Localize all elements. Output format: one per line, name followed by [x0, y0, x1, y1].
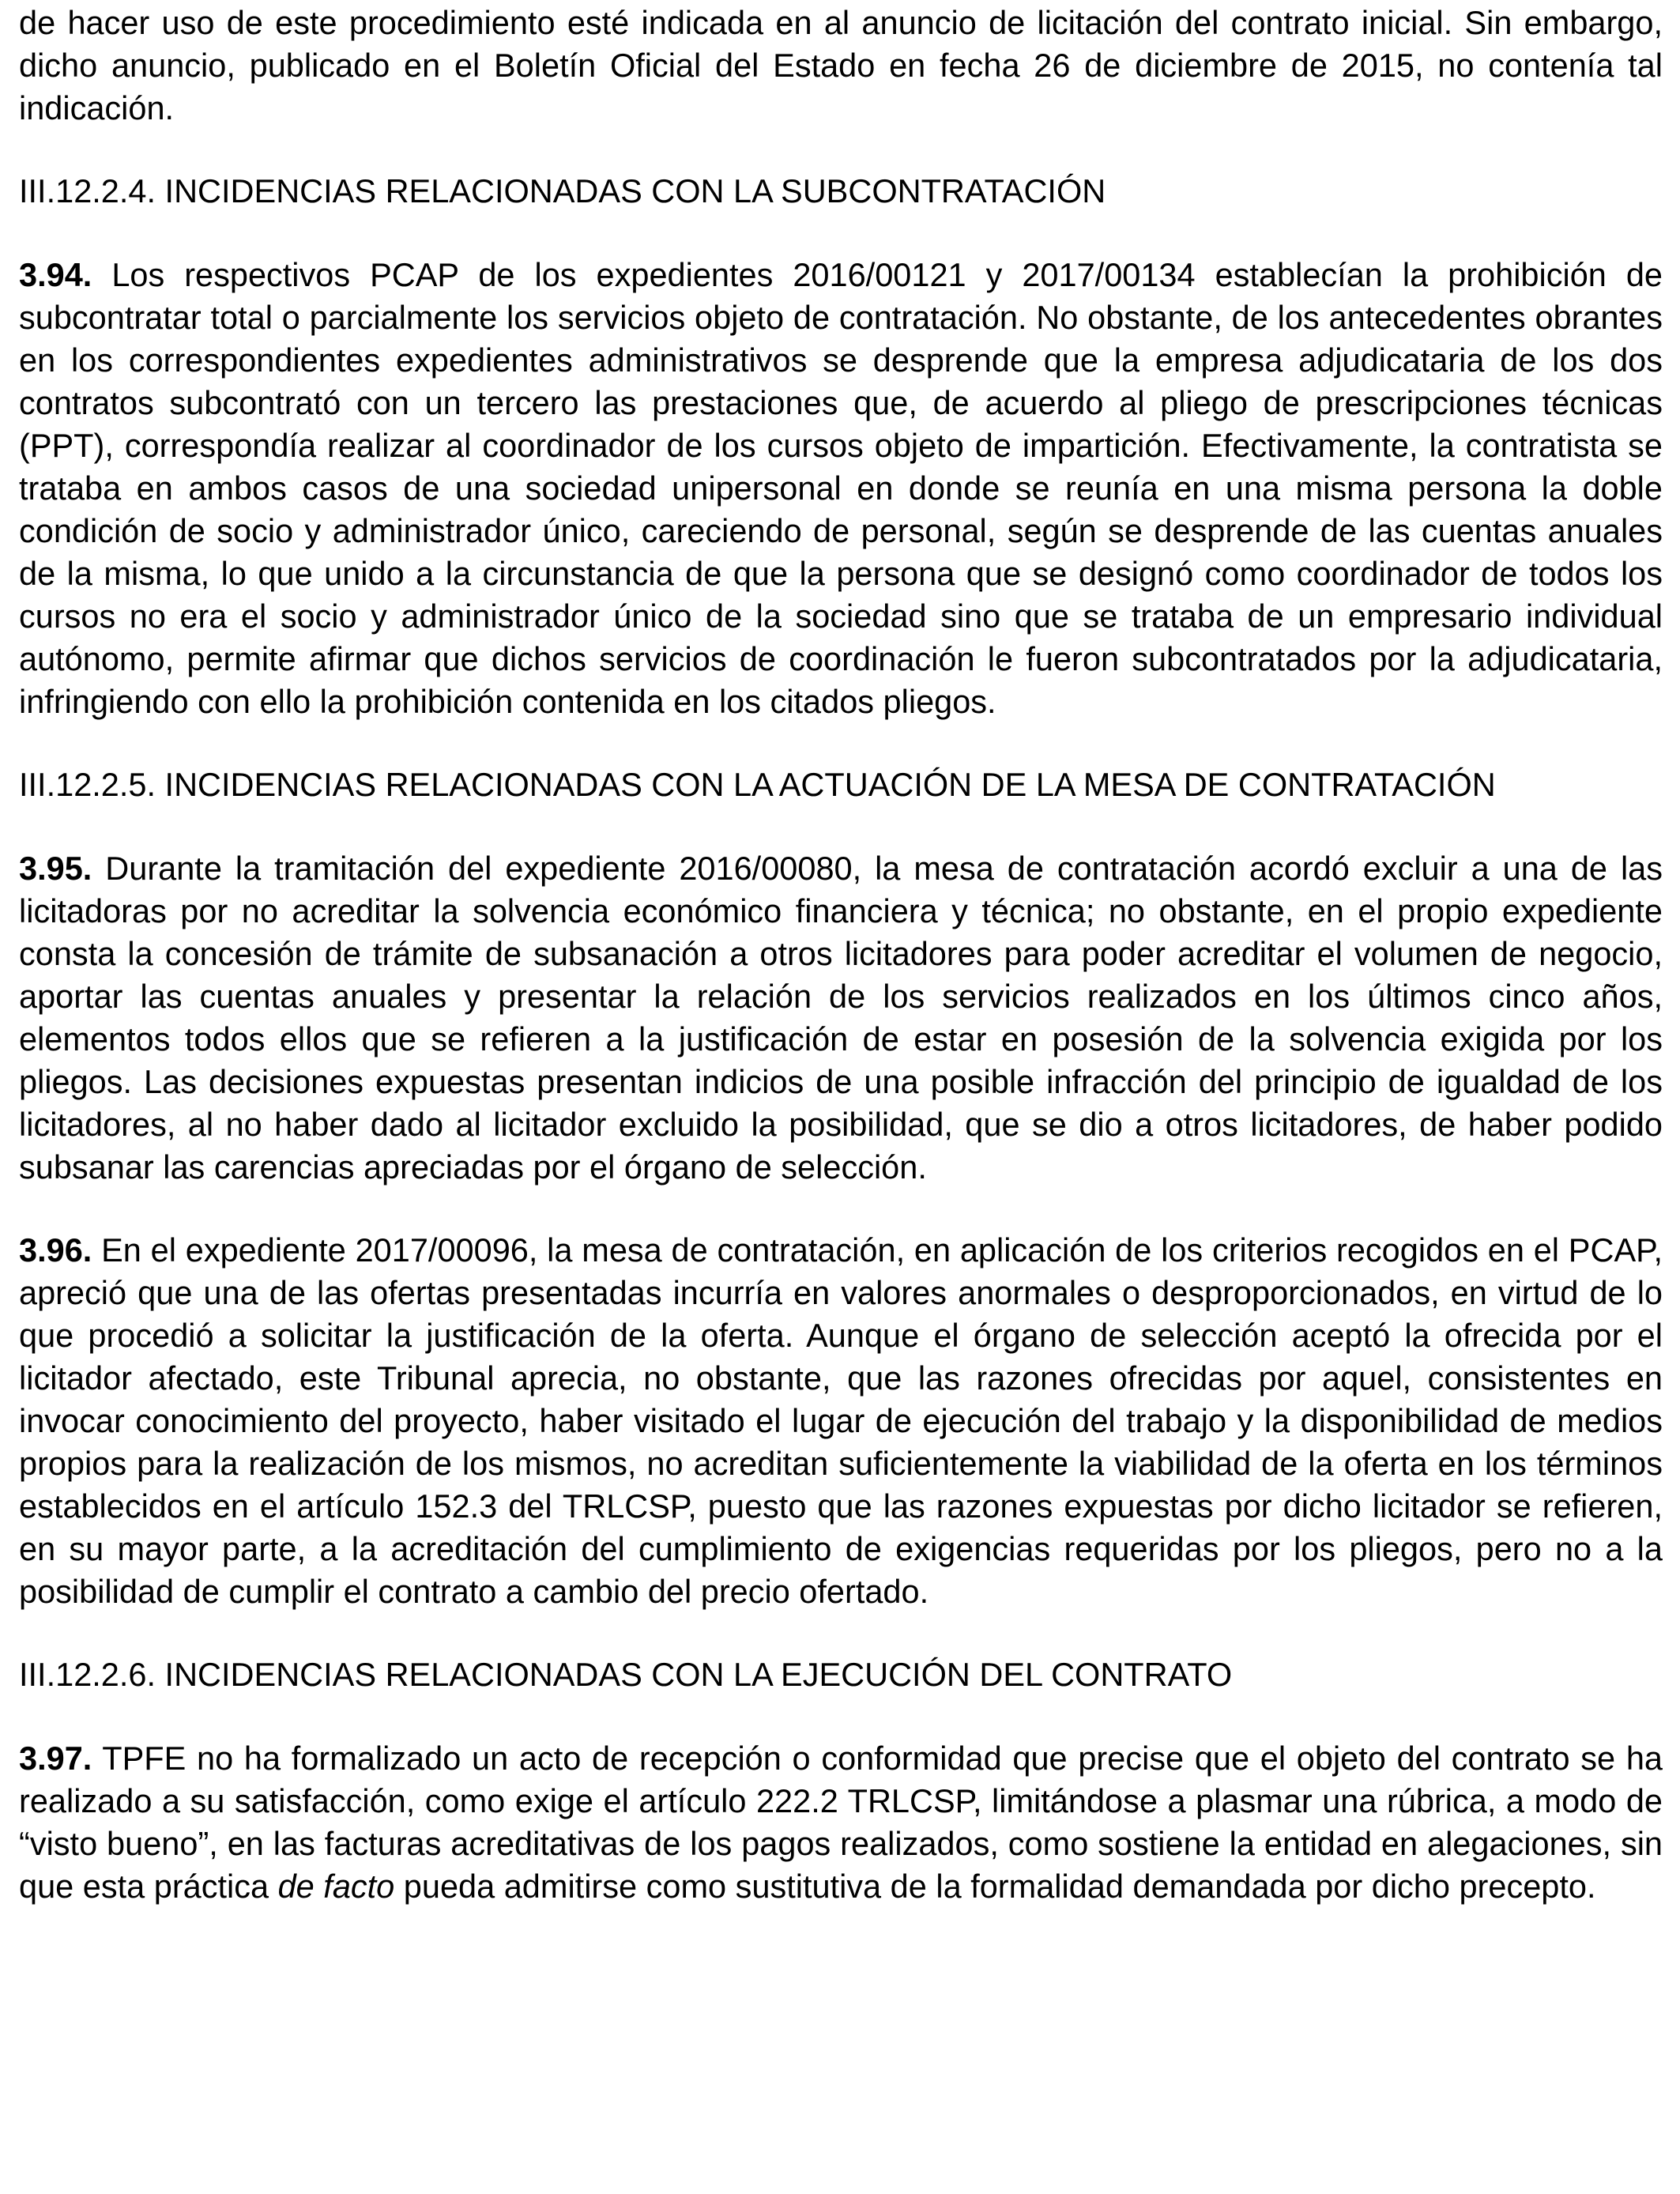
section-heading-subcontratacion: III.12.2.4. INCIDENCIAS RELACIONADAS CON LA SUBCONTRATACIÓN [19, 172, 1106, 209]
paragraph-text-end: pueda admitirse como sustitutiva de la formalidad demandada por dicho precepto. [403, 1868, 1596, 1905]
paragraph-number: 3.97. [19, 1740, 92, 1777]
paragraph-italic-phrase: de facto [277, 1868, 395, 1905]
intro-paragraph: de hacer uso de este procedimiento esté indicada en al anuncio de licitación del contrato inicial. Sin embargo, dicho anuncio, publicado en el Boletín Oficial del Estado en fecha 26 de diciembre de 2015, no contenía tal indicación. [19, 4, 1663, 126]
paragraph-3-96 [19, 1229, 1663, 1613]
paragraph-number: 3.96. [19, 1231, 92, 1269]
paragraph-text-start: TPFE no ha formalizado un acto de recepción o conformidad que precise que el objeto del contrato se ha realizado a su satisfacción, como exige el artículo 222.2 TRLCSP, limitándose a plasmar una rúbrica, a modo de “visto bueno”, en las facturas acreditativas de los pagos realizados, como sostiene la entidad en alegaciones, sin que esta práctica [19, 1740, 1663, 1905]
paragraph-3-97 [19, 1737, 1663, 1908]
paragraph-number: 3.94. [19, 256, 92, 293]
paragraph-number: 3.95. [19, 850, 92, 887]
paragraph-3-95 [19, 847, 1663, 1189]
section-heading-mesa-contratacion: III.12.2.5. INCIDENCIAS RELACIONADAS CON LA ACTUACIÓN DE LA MESA DE CONTRATACIÓN [19, 766, 1496, 803]
paragraph-text: En el expediente 2017/00096, la mesa de contratación, en aplicación de los criterios recogidos en el PCAP, apreció que una de las ofertas presentadas incurría en valores anormales o desproporcionados, en virtud de lo que procedió a solicitar la justificación de la oferta. Aunque el órgano de selección aceptó la ofrecida por el licitador afectado, este Tribunal aprecia, no obstante, que las razones ofrecidas por aquel, consistentes en invocar conocimiento del proyecto, haber visitado el lugar de ejecución del trabajo y la disponibilidad de medios propios para la realización de los mismos, no acreditan suficientemente la viabilidad de la oferta en los términos establecidos en el artículo 152.3 del TRLCSP, puesto que las razones expuestas por dicho licitador se refieren, en su mayor parte, a la acreditación del cumplimiento de exigencias requeridas por los pliegos, pero no a la posibilidad de cumplir el contrato a cambio del precio ofertado. [19, 1231, 1663, 1610]
document-page [19, 2, 1663, 1908]
section-heading-ejecucion-contrato: III.12.2.6. INCIDENCIAS RELACIONADAS CON LA EJECUCIÓN DEL CONTRATO [19, 1656, 1233, 1693]
paragraph-3-94 [19, 254, 1663, 723]
paragraph-text: Durante la tramitación del expediente 2016/00080, la mesa de contratación acordó excluir a una de las licitadoras por no acreditar la solvencia económico financiera y técnica; no obstante, en el propio expediente consta la concesión de trámite de subsanación a otros licitadores para poder acreditar el volumen de negocio, aportar las cuentas anuales y presentar la relación de los servicios realizados en los últimos cinco años, elementos todos ellos que se refieren a la justificación de estar en posesión de la solvencia exigida por los pliegos. Las decisiones expuestas presentan indicios de una posible infracción del principio de igualdad de los licitadores, al no haber dado al licitador excluido la posibilidad, que se dio a otros licitadores, de haber podido subsanar las carencias apreciadas por el órgano de selección. [19, 850, 1663, 1186]
paragraph-text: Los respectivos PCAP de los expedientes 2016/00121 y 2017/00134 establecían la prohibición de subcontratar total o parcialmente los servicios objeto de contratación. No obstante, de los antecedentes obrantes en los correspondientes expedientes administrativos se desprende que la empresa adjudicataria de los dos contratos subcontrató con un tercero las prestaciones que, de acuerdo al pliego de prescripciones técnicas (PPT), correspondía realizar al coordinador de los cursos objeto de impartición. Efectivamente, la contratista se trataba en ambos casos de una sociedad unipersonal en donde se reunía en una misma persona la doble condición de socio y administrador único, careciendo de personal, según se desprende de las cuentas anuales de la misma, lo que unido a la circunstancia de que la persona que se designó como coordinador de todos los cursos no era el socio y administrador único de la sociedad sino que se trataba de un empresario individual autónomo, permite afirmar que dichos servicios de coordinación le fueron subcontratados por la adjudicataria, infringiendo con ello la prohibición contenida en los citados pliegos. [19, 256, 1663, 720]
